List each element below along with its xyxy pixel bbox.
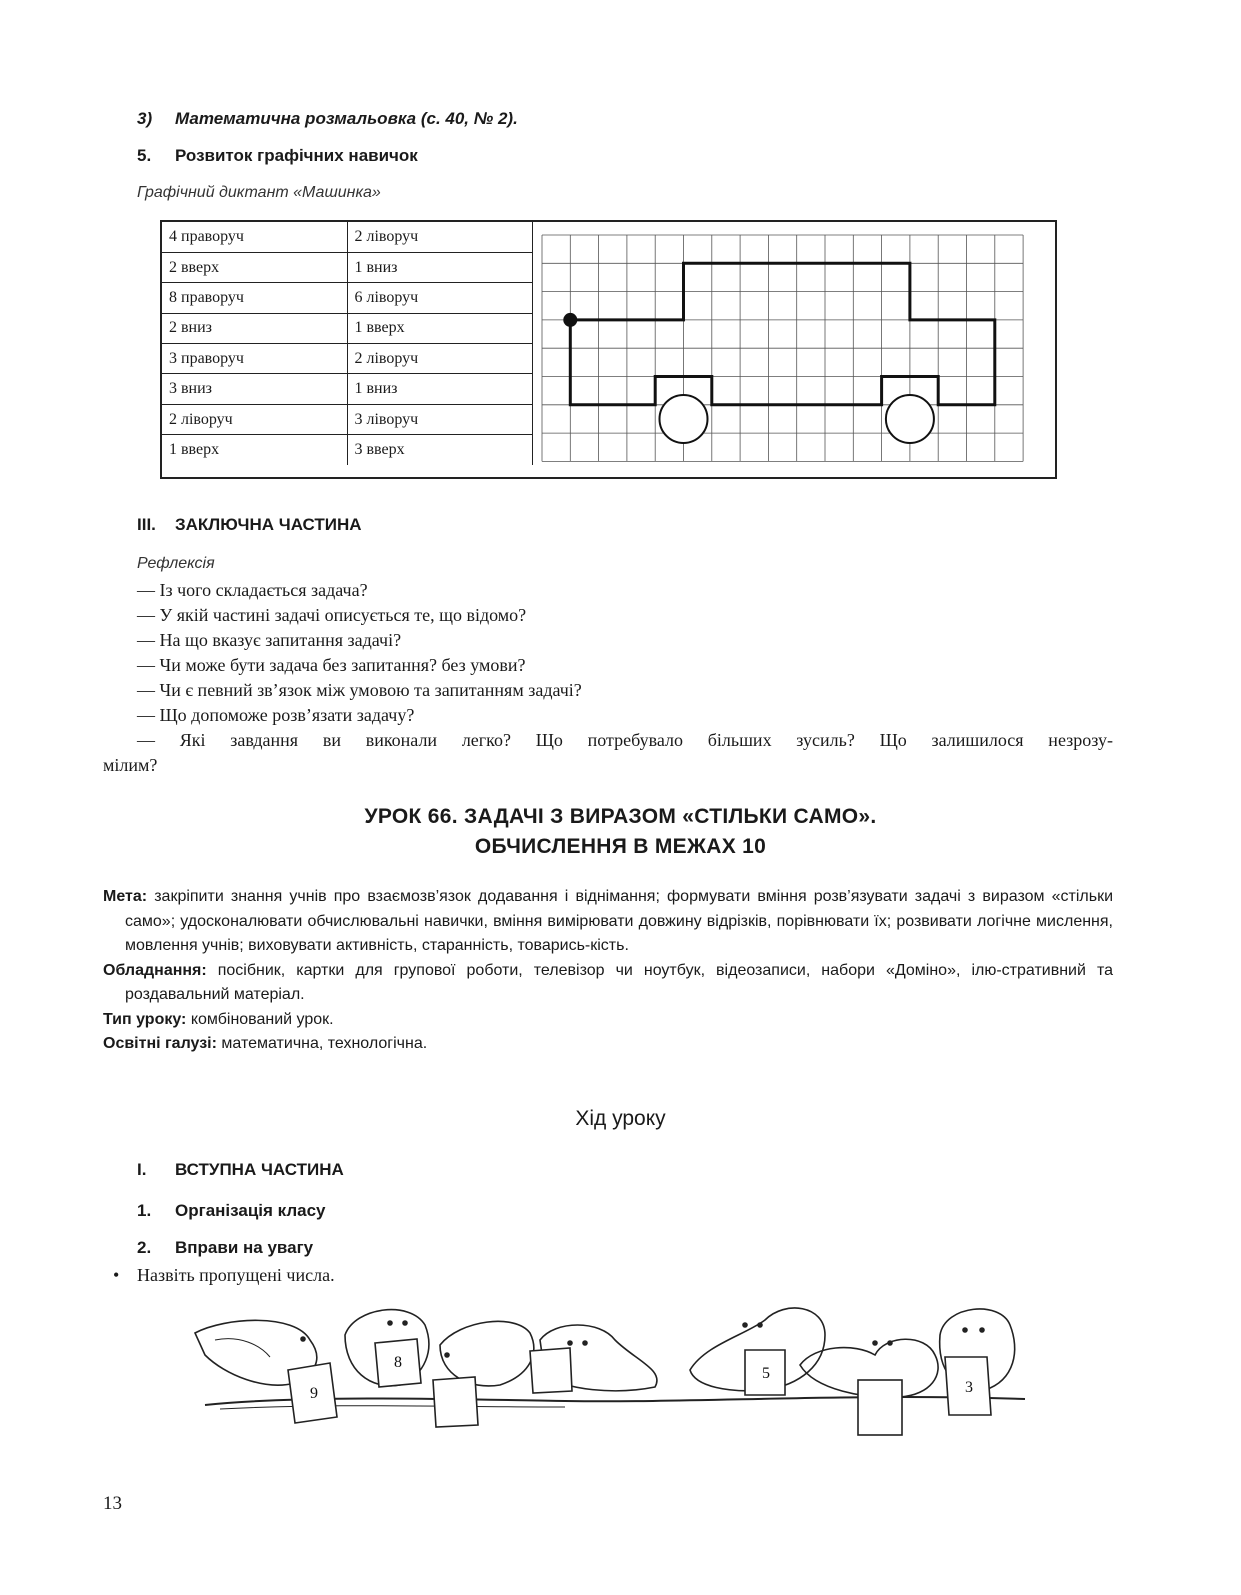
goal-label: Мета: bbox=[103, 888, 148, 905]
reflection-line: — У якій частині задачі описується те, що відомо? bbox=[137, 605, 527, 625]
reflection-line: — Із чого складається задача? bbox=[137, 580, 368, 600]
dictation-step-right: 3 ліворуч bbox=[347, 404, 532, 434]
reflection-line: — Чи може бути задача без запитання? без умови? bbox=[137, 655, 526, 675]
bullet-task bbox=[113, 1265, 335, 1286]
step-2-number: 2. bbox=[137, 1238, 152, 1257]
card-number: 8 bbox=[394, 1354, 402, 1371]
equipment-label: Обладнання: bbox=[103, 961, 207, 979]
dictation-step-left: 3 вниз bbox=[162, 374, 347, 404]
lesson-meta bbox=[103, 885, 1113, 1057]
bullet-text: Назвіть пропущені числа. bbox=[137, 1265, 335, 1285]
dictation-step-right: 2 ліворуч bbox=[347, 344, 532, 374]
step-2 bbox=[137, 1238, 313, 1258]
lesson-areas bbox=[103, 1032, 1113, 1057]
equipment-text: посібник, картки для групової роботи, телевізор чи ноутбук, відеозаписи, набори «Доміно», ілю-стративний та роздавальний матеріал. bbox=[125, 961, 1113, 1003]
final-part-number: III. bbox=[137, 515, 156, 534]
step-2-title: Вправи на увагу bbox=[175, 1238, 314, 1257]
final-part-title: ЗАКЛЮЧНА ЧАСТИНА bbox=[175, 515, 362, 534]
card-number: 9 bbox=[310, 1385, 318, 1402]
page-number: 13 bbox=[103, 1493, 122, 1514]
areas-label: Освітні галузі: bbox=[103, 1035, 217, 1052]
item-5 bbox=[137, 146, 418, 166]
step-1-number: 1. bbox=[137, 1201, 152, 1220]
blank-card bbox=[858, 1380, 902, 1435]
type-label: Тип уроку: bbox=[103, 1010, 187, 1028]
lesson-title-line-1: УРОК 66. ЗАДАЧІ З ВИРАЗОМ «СТІЛЬКИ САМО». bbox=[364, 805, 877, 828]
reflection-line: — Чи є певний зв’язок між умовою та запитанням задачі? bbox=[137, 680, 582, 700]
blank-card bbox=[530, 1348, 572, 1393]
car-outline bbox=[570, 263, 995, 405]
reflection-line: — Що допоможе розв’язати задачу? bbox=[137, 705, 415, 725]
graphic-dictation bbox=[160, 220, 1057, 479]
item-5-heading: Розвиток графічних навичок bbox=[175, 146, 418, 165]
intro-number: I. bbox=[137, 1160, 147, 1179]
lesson-type bbox=[103, 1008, 1113, 1033]
step-1 bbox=[137, 1201, 326, 1221]
type-text: комбінований урок. bbox=[190, 1010, 334, 1028]
course-heading: Хід уроку bbox=[575, 1107, 666, 1130]
step-1-title: Організація класу bbox=[175, 1201, 326, 1220]
item-3-text: Математична розмальовка (с. 40, № 2). bbox=[175, 109, 518, 128]
reflection-line: — Які завдання ви виконали легко? Що потребувало більших зусиль? Що залишилося незрозу- bbox=[137, 730, 1113, 750]
lesson-title-line-2: ОБЧИСЛЕННЯ В МЕЖАХ 10 bbox=[474, 835, 767, 858]
dictation-step-right: 1 вниз bbox=[347, 374, 532, 404]
bullet-icon: • bbox=[113, 1265, 120, 1285]
intro-heading bbox=[137, 1160, 344, 1180]
blank-card bbox=[433, 1377, 478, 1427]
reflection-label: Рефлексія bbox=[137, 555, 215, 572]
dictation-step-left: 2 вверх bbox=[162, 252, 347, 282]
reflection-line-continued: мілим? bbox=[103, 755, 158, 775]
birds-illustration bbox=[185, 1295, 1045, 1455]
grid-lines bbox=[542, 235, 1023, 461]
bird-3 bbox=[440, 1321, 534, 1386]
lesson-equipment bbox=[103, 959, 1113, 1008]
lesson-goal bbox=[103, 885, 1113, 959]
reflection-line: — На що вказує запитання задачі? bbox=[137, 630, 402, 650]
card-number: 5 bbox=[762, 1365, 770, 1382]
dictation-step-left: 8 праворуч bbox=[162, 283, 347, 313]
dictation-step-right: 2 ліворуч bbox=[347, 222, 532, 252]
dictation-step-right: 6 ліворуч bbox=[347, 283, 532, 313]
dictation-step-left: 2 вниз bbox=[162, 313, 347, 343]
dictation-step-left: 2 ліворуч bbox=[162, 404, 347, 434]
item-5-number: 5. bbox=[137, 146, 152, 165]
card-number: 3 bbox=[965, 1379, 973, 1396]
item-3-number: 3) bbox=[137, 109, 153, 128]
dictation-step-right: 3 вверх bbox=[347, 435, 532, 465]
wheel-right bbox=[886, 395, 934, 443]
dictation-step-left: 1 вверх bbox=[162, 435, 347, 465]
final-part-heading bbox=[137, 515, 362, 535]
car-grid-drawing bbox=[162, 222, 1057, 479]
dictation-step-right: 1 вниз bbox=[347, 252, 532, 282]
dictation-step-right: 1 вверх bbox=[347, 313, 532, 343]
intro-title: ВСТУПНА ЧАСТИНА bbox=[175, 1160, 344, 1179]
wheel-left bbox=[660, 395, 708, 443]
dictation-step-left: 4 праворуч bbox=[162, 222, 347, 252]
goal-text: закріпити знання учнів про взаємозв’язок додавання і віднімання; формувати вміння розв’язувати задачі з виразом «стільки само»; удосконалювати обчислювальні навички, вміння вимірювати довжину відрізків, порівнювати їх; розвивати логічне мислення, мовлення учнів; виховувати активність, старанність, товарись-кість. bbox=[125, 888, 1114, 954]
dictation-title: Графічний диктант «Машинка» bbox=[137, 184, 381, 201]
dictation-step-left: 3 праворуч bbox=[162, 344, 347, 374]
start-dot bbox=[563, 313, 577, 327]
areas-text: математична, технологічна. bbox=[221, 1035, 428, 1052]
item-3 bbox=[137, 109, 518, 129]
